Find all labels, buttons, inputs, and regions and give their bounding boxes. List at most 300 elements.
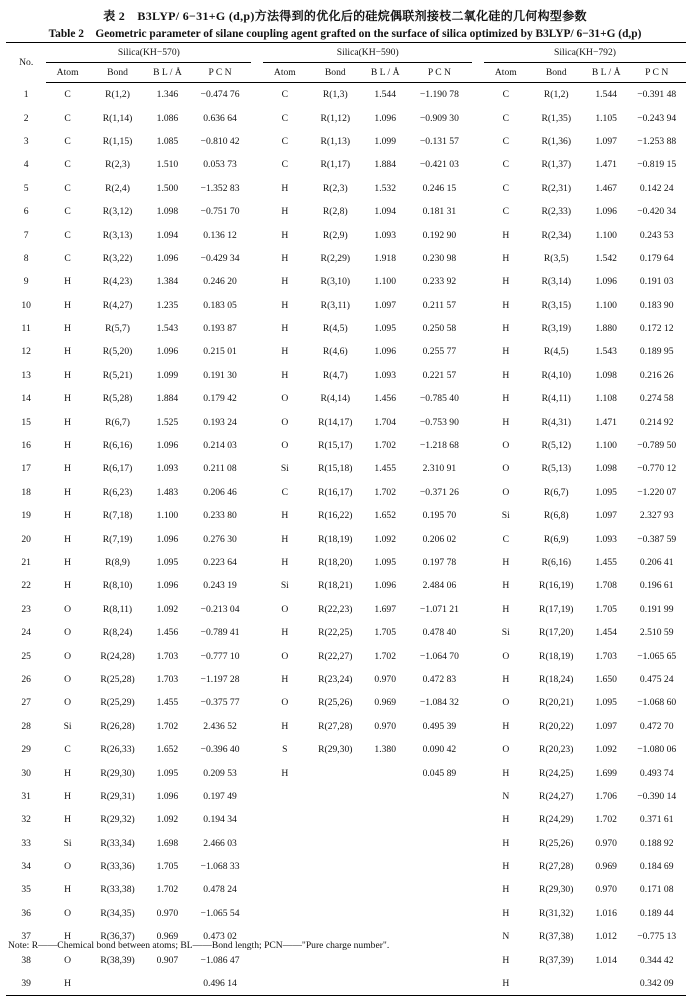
pcn-cell: 2.510 59 (639, 627, 674, 639)
atom-cell: H (64, 276, 72, 288)
bond-cell: R(22,25) (318, 627, 353, 639)
pcn-cell: 0.475 24 (639, 673, 674, 685)
bond-cell: R(17,20) (539, 627, 574, 639)
table-row (6, 481, 686, 504)
row-no-cell: 31 (21, 790, 31, 802)
bond-length-cell (364, 972, 406, 996)
bond-cell (307, 785, 364, 808)
bond-length-cell: 1.483 (156, 486, 179, 498)
bond-length-cell: 1.880 (595, 323, 617, 335)
atom-cell: C (64, 89, 71, 101)
bond-cell: R(23,24) (318, 673, 353, 685)
table-row (6, 644, 686, 667)
bond-length-cell: 1.098 (156, 206, 179, 218)
row-no-cell: 3 (23, 135, 29, 147)
bond-cell: R(18,21) (318, 580, 353, 592)
atom-cell: H (64, 814, 72, 826)
bond-length-cell: 0.969 (374, 697, 396, 709)
table-row (6, 551, 686, 574)
atom-cell: H (281, 276, 289, 288)
table-row (6, 855, 686, 878)
atom-cell (263, 808, 307, 831)
bond-length-cell: 1.096 (156, 346, 179, 358)
atom-cell: H (502, 673, 510, 685)
table-row (6, 621, 686, 644)
pcn-cell: −1.220 07 (637, 486, 677, 498)
row-no-cell: 39 (6, 972, 46, 996)
bond-length-cell: 1.095 (374, 557, 396, 568)
bond-cell: R(5,7) (105, 323, 130, 335)
bond-cell: R(4,31) (541, 416, 572, 428)
atom-cell: H (281, 323, 289, 335)
atom-cell: O (502, 486, 510, 498)
bond-cell: R(7,18) (102, 510, 133, 522)
atom-cell: Si (63, 720, 72, 732)
bond-cell: R(17,19) (539, 603, 574, 615)
header-bond-length: B L / Å (146, 63, 188, 83)
pcn-cell: −0.391 48 (637, 89, 677, 101)
bond-cell: R(38,39) (100, 954, 135, 966)
bond-length-cell: 1.093 (156, 463, 179, 475)
bond-length-cell: 1.652 (156, 744, 179, 756)
bond-length-cell: 1.500 (156, 182, 179, 194)
table-row (6, 364, 686, 387)
bond-length-cell: 1.510 (156, 159, 179, 171)
bond-cell: R(24,27) (539, 790, 574, 802)
bond-length-cell: 1.456 (374, 393, 396, 405)
table-row (6, 761, 686, 784)
bond-length-cell: 1.086 (156, 112, 179, 124)
pcn-cell (406, 925, 472, 948)
pcn-cell: 0.197 78 (422, 557, 457, 568)
pcn-cell: −0.909 30 (419, 112, 459, 124)
pcn-cell: 0.215 01 (203, 346, 237, 358)
atom-cell: O (502, 440, 510, 452)
bond-cell: R(18,19) (318, 533, 353, 545)
bond-cell: R(20,22) (539, 720, 574, 732)
bond-cell: R(1,17) (320, 159, 351, 171)
pcn-cell: 0.342 09 (627, 972, 686, 996)
atom-cell: O (281, 697, 289, 709)
bond-cell (307, 902, 364, 925)
atom-cell: Si (501, 627, 510, 639)
bond-length-cell: 1.702 (595, 814, 617, 826)
atom-cell (263, 948, 307, 971)
bond-cell: R(25,26) (539, 837, 574, 849)
bond-cell: R(16,19) (539, 580, 574, 592)
bond-length-cell: 1.471 (595, 416, 617, 428)
bond-length-cell: 1.884 (156, 393, 179, 405)
pcn-cell: 0.223 64 (203, 557, 237, 568)
pcn-cell: 0.188 92 (639, 837, 674, 849)
pcn-cell: 0.211 08 (203, 463, 237, 475)
pcn-cell (406, 902, 472, 925)
bond-length-cell: 1.093 (374, 229, 396, 241)
table-row (6, 177, 686, 200)
table-caption-chinese: 表 2 B3LYP/ 6−31+G (d,p)方法得到的优化后的硅烷偶联剂接枝二氧化硅的几何构型参数 (103, 9, 587, 23)
pcn-cell: 0.276 30 (203, 533, 237, 545)
atom-cell: H (502, 720, 510, 732)
bond-cell: R(22,27) (318, 650, 353, 662)
row-no-cell: 23 (21, 603, 31, 615)
atom-cell: H (281, 252, 289, 264)
bond-cell: R(3,12) (102, 206, 133, 218)
header-atom: Atom (46, 63, 88, 83)
bond-length-cell: 1.697 (374, 603, 396, 615)
bond-cell: R(8,24) (102, 627, 133, 639)
bond-cell: R(24,29) (539, 814, 574, 826)
pcn-cell: −0.753 90 (419, 416, 459, 428)
bond-length-cell: 1.384 (156, 276, 179, 288)
pcn-cell (406, 855, 472, 878)
bond-cell: R(4,5) (322, 323, 348, 335)
bond-cell: R(8,10) (102, 580, 133, 592)
pcn-cell: 2.484 06 (422, 580, 457, 592)
bond-length-cell: 1.702 (374, 486, 396, 498)
bond-length-cell: 1.708 (595, 580, 617, 592)
bond-length-cell: 0.907 (156, 954, 179, 966)
row-no-cell: 30 (21, 767, 31, 779)
bond-length-cell: 1.100 (595, 440, 617, 452)
bond-length-cell (146, 972, 188, 996)
atom-cell (263, 832, 307, 855)
row-no-cell: 11 (21, 323, 31, 335)
atom-cell: H (502, 814, 510, 826)
atom-cell: S (282, 744, 288, 756)
bond-length-cell: 1.702 (156, 884, 179, 896)
bond-length-cell (364, 948, 406, 971)
bond-length-cell: 1.705 (156, 861, 179, 873)
atom-cell: O (64, 907, 72, 919)
bond-length-cell (364, 878, 406, 901)
bond-cell: R(24,28) (100, 650, 135, 662)
row-no-cell: 29 (21, 744, 31, 756)
bond-length-cell: 1.098 (595, 463, 617, 475)
bond-length-cell (364, 855, 406, 878)
pcn-cell: 0.233 92 (422, 276, 457, 288)
header-no: No. (6, 43, 46, 83)
table-note: Note: R——Chemical bond between atoms; BL——Bond length; PCN——"Pure charge number". (8, 940, 390, 951)
bond-length-cell: 1.096 (595, 276, 617, 288)
bond-cell: R(6,9) (543, 533, 569, 545)
header-atom: Atom (484, 63, 528, 83)
pcn-cell: 2.327 93 (639, 510, 674, 522)
pcn-cell: −1.080 06 (637, 744, 677, 756)
pcn-cell: 0.496 14 (189, 972, 252, 996)
atom-cell: H (64, 767, 72, 779)
atom-cell: H (502, 393, 510, 405)
pcn-cell: 0.136 12 (203, 229, 237, 241)
bond-length-cell: 1.543 (156, 323, 179, 335)
table-row (6, 527, 686, 550)
atom-cell: H (484, 972, 528, 996)
bond-length-cell: 1.705 (595, 603, 617, 615)
header-bond: Bond (307, 63, 364, 83)
pcn-cell: 0.472 83 (422, 673, 457, 685)
bond-length-cell: 1.100 (595, 229, 617, 241)
pcn-cell: 0.195 70 (422, 510, 457, 522)
geometric-parameter-table (6, 42, 686, 996)
bond-cell: R(29,31) (100, 790, 135, 802)
bond-length-cell: 1.918 (374, 252, 396, 264)
pcn-cell: −0.789 50 (637, 440, 677, 452)
pcn-cell: 0.255 77 (422, 346, 457, 358)
atom-cell: H (64, 299, 72, 311)
atom-cell: H (281, 533, 289, 545)
table-row (6, 574, 686, 597)
pcn-cell: 0.216 26 (639, 369, 674, 381)
bond-length-cell: 0.970 (156, 907, 179, 919)
bond-length-cell: 1.093 (374, 369, 396, 381)
bond-cell (307, 948, 364, 971)
bond-length-cell: 1.346 (156, 89, 179, 101)
atom-cell: H (281, 369, 289, 381)
bond-cell: R(29,32) (100, 814, 135, 826)
pcn-cell: −0.421 03 (419, 159, 459, 171)
bond-cell: R(8,11) (102, 603, 133, 615)
pcn-cell: 0.209 53 (203, 767, 237, 779)
header-group-kh570: Silica(KH−570) (46, 43, 251, 63)
bond-cell: R(4,10) (541, 369, 572, 381)
bond-cell: R(7,19) (102, 533, 133, 545)
bond-cell: R(2,31) (541, 182, 572, 194)
row-no-cell: 16 (21, 440, 31, 452)
row-no-cell: 14 (21, 393, 31, 405)
bond-length-cell (364, 761, 406, 784)
atom-cell: H (502, 861, 510, 873)
pcn-cell: −1.253 88 (637, 135, 677, 147)
header-bond: Bond (528, 63, 585, 83)
bond-cell: R(6,16) (102, 440, 133, 452)
atom-cell: H (281, 346, 289, 358)
bond-cell: R(2,3) (105, 159, 130, 171)
atom-cell: H (502, 580, 510, 592)
bond-length-cell: 1.097 (374, 299, 396, 311)
table-row (6, 106, 686, 129)
pcn-cell: 0.191 99 (639, 603, 674, 615)
atom-cell: H (281, 627, 289, 639)
pcn-cell: −0.213 04 (200, 603, 240, 615)
bond-length-cell: 1.092 (595, 744, 617, 756)
bond-cell: R(33,34) (100, 837, 135, 849)
pcn-cell: 2.310 91 (422, 463, 457, 475)
pcn-cell: −0.396 40 (200, 744, 240, 756)
table-row (6, 972, 686, 996)
atom-cell (263, 785, 307, 808)
bond-cell: R(4,7) (322, 369, 348, 381)
pcn-cell: 2.436 52 (203, 720, 237, 732)
bond-cell: R(6,7) (105, 416, 130, 428)
pcn-cell: 0.233 80 (203, 510, 237, 522)
atom-cell: O (502, 697, 510, 709)
bond-length-cell: 0.970 (595, 884, 617, 896)
atom-cell: H (281, 299, 289, 311)
bond-cell: R(4,27) (102, 299, 133, 311)
pcn-cell: 0.192 90 (422, 229, 457, 241)
table-row (6, 317, 686, 340)
bond-cell: R(29,30) (100, 767, 135, 779)
bond-cell: R(4,5) (543, 346, 569, 358)
table-row (6, 598, 686, 621)
bond-length-cell: 1.702 (156, 720, 179, 732)
header-group-kh792: Silica(KH−792) (484, 43, 686, 63)
bond-length-cell: 0.970 (374, 673, 396, 685)
bond-length-cell: 1.096 (374, 112, 396, 124)
bond-cell: R(20,21) (539, 697, 574, 709)
atom-cell: H (64, 486, 72, 498)
atom-cell: C (281, 159, 289, 171)
row-no-cell: 25 (21, 650, 31, 662)
bond-length-cell: 1.698 (156, 837, 179, 849)
bond-length-cell: 1.096 (156, 580, 179, 592)
row-no-cell: 15 (21, 416, 31, 428)
bond-cell: R(1,14) (102, 112, 133, 124)
bond-cell: R(3,14) (541, 276, 572, 288)
row-no-cell: 1 (23, 88, 29, 100)
pcn-cell: 0.243 53 (639, 229, 674, 241)
row-no-cell: 36 (21, 907, 31, 919)
atom-cell: Si (280, 580, 289, 592)
bond-length-cell: 1.650 (595, 673, 617, 685)
bond-length-cell: 1.094 (156, 229, 179, 241)
atom-cell: H (502, 323, 510, 335)
pcn-cell: −0.775 13 (637, 931, 677, 943)
table-row (6, 832, 686, 855)
bond-cell: R(25,28) (100, 673, 135, 685)
pcn-cell: −0.131 57 (419, 135, 459, 147)
pcn-cell: −0.789 41 (200, 627, 240, 639)
pcn-cell: 0.371 61 (639, 814, 674, 826)
table-row (6, 808, 686, 831)
pcn-cell: 0.221 57 (422, 369, 457, 381)
bond-cell: R(27,28) (318, 720, 353, 732)
atom-cell: H (64, 463, 72, 475)
bond-cell: R(4,6) (322, 346, 348, 358)
atom-cell: H (281, 510, 289, 522)
atom-cell: H (281, 182, 289, 194)
pcn-cell: 0.250 58 (422, 323, 457, 335)
atom-cell: H (502, 299, 510, 311)
pcn-cell: −0.375 77 (200, 697, 240, 709)
pcn-cell (406, 785, 472, 808)
bond-cell: R(18,20) (318, 557, 353, 568)
bond-cell: R(5,28) (102, 393, 133, 405)
bond-cell (307, 878, 364, 901)
bond-cell: R(29,30) (318, 744, 353, 756)
pcn-cell: 0.243 19 (203, 580, 237, 592)
bond-length-cell: 1.095 (595, 486, 617, 498)
atom-cell: C (64, 112, 71, 124)
pcn-cell: −0.387 59 (637, 533, 677, 545)
atom-cell: O (64, 673, 72, 685)
bond-length-cell: 1.703 (156, 650, 179, 662)
bond-length-cell: 1.235 (156, 299, 179, 311)
atom-cell: H (64, 393, 72, 405)
atom-cell: C (502, 112, 509, 124)
atom-cell: H (281, 557, 289, 568)
pcn-cell: 0.194 34 (203, 814, 237, 826)
pcn-cell: 0.495 39 (422, 720, 457, 732)
atom-cell: H (64, 440, 72, 452)
bond-length-cell: 1.467 (595, 182, 617, 194)
atom-cell: C (281, 135, 289, 147)
pcn-cell: −1.068 33 (200, 861, 240, 873)
row-no-cell: 9 (23, 276, 29, 288)
bond-length-cell: 0.970 (374, 720, 396, 732)
row-no-cell: 5 (23, 182, 29, 194)
atom-cell: O (502, 744, 510, 756)
header-atom: Atom (263, 63, 307, 83)
pcn-cell: 0.179 64 (639, 252, 674, 264)
bond-length-cell: 1.014 (595, 954, 617, 966)
bond-length-cell: 1.097 (595, 510, 617, 522)
pcn-cell (406, 972, 472, 996)
pcn-cell: −1.084 32 (419, 697, 459, 709)
pcn-cell (406, 948, 472, 971)
bond-length-cell: 1.097 (595, 720, 617, 732)
atom-cell: C (502, 89, 509, 101)
table-row (6, 130, 686, 153)
pcn-cell: 0.344 42 (639, 954, 674, 966)
pcn-cell: 0.230 98 (422, 252, 457, 264)
pcn-cell: 2.466 03 (203, 837, 237, 849)
bond-cell: R(15,18) (318, 463, 353, 475)
pcn-cell: 0.172 12 (639, 323, 674, 335)
table-row (6, 410, 686, 433)
bond-length-cell: 1.096 (156, 440, 179, 452)
bond-length-cell: 1.380 (374, 744, 396, 756)
bond-cell: R(18,19) (539, 650, 574, 662)
row-no-cell: 34 (21, 861, 31, 873)
pcn-cell: −0.474 76 (200, 89, 240, 101)
atom-cell: O (64, 697, 72, 709)
atom-cell: C (502, 159, 509, 171)
pcn-cell: 0.189 44 (639, 907, 674, 919)
bond-length-cell: 1.705 (374, 627, 396, 639)
bond-cell: R(3,22) (102, 252, 133, 264)
row-no-cell: 18 (21, 486, 31, 498)
bond-length-cell (364, 902, 406, 925)
pcn-cell: −1.064 70 (419, 650, 459, 662)
bond-cell: R(25,26) (318, 697, 353, 709)
header-pcn: P C N (406, 63, 472, 83)
bond-cell: R(2,8) (322, 206, 348, 218)
atom-cell: H (64, 510, 72, 522)
pcn-cell: 0.179 42 (203, 393, 237, 405)
bond-cell: R(3,13) (102, 229, 133, 241)
pcn-cell: −0.810 42 (200, 135, 240, 147)
pcn-cell: 0.196 61 (639, 580, 674, 592)
atom-cell: H (502, 276, 510, 288)
pcn-cell: −0.777 10 (200, 650, 240, 662)
atom-cell: H (502, 907, 510, 919)
bond-cell: R(22,23) (318, 603, 353, 615)
bond-cell: R(2,34) (541, 229, 572, 241)
bond-cell (307, 972, 364, 996)
table-caption-english: Table 2 Geometric parameter of silane coupling agent grafted on the surface of silica optimized by B3LYP/ 6−31+G (d,p) (48, 28, 642, 40)
pcn-cell: 0.206 46 (203, 486, 237, 498)
atom-cell: H (502, 252, 510, 264)
atom-cell: H (502, 557, 510, 568)
table-row (6, 738, 686, 761)
bond-length-cell: 1.702 (374, 650, 396, 662)
pcn-cell: −0.371 26 (419, 486, 459, 498)
bond-cell: R(6,17) (102, 463, 133, 475)
pcn-cell (406, 808, 472, 831)
bond-cell: R(5,12) (541, 440, 572, 452)
bond-length-cell: 1.455 (156, 697, 179, 709)
bond-length-cell: 0.969 (156, 931, 179, 943)
